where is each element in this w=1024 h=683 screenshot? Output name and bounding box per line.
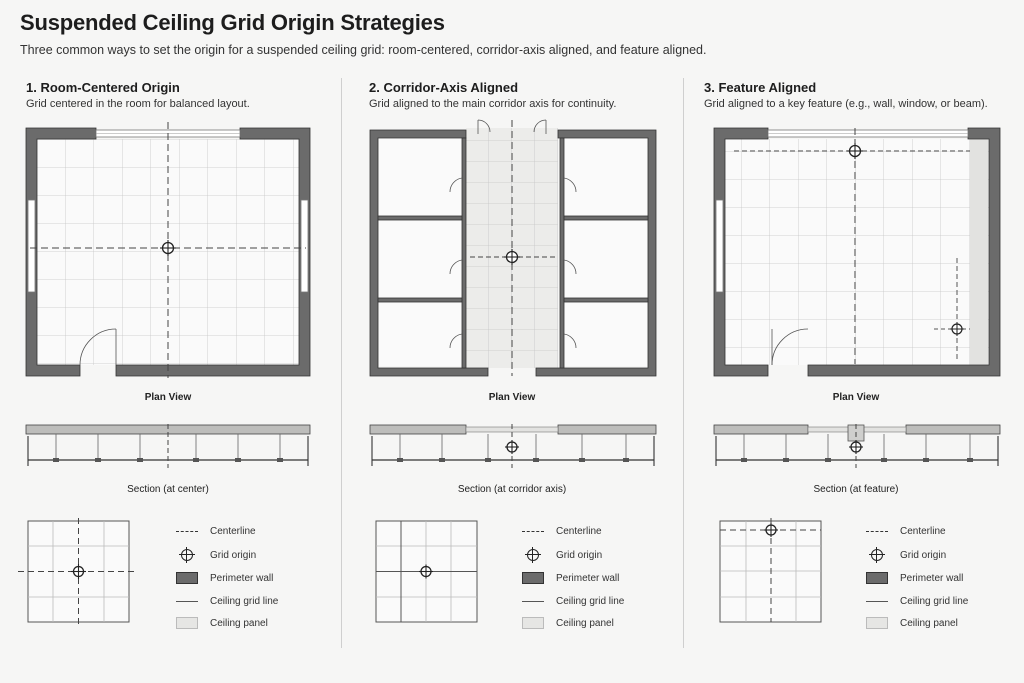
legend-item-centerline — [866, 524, 1006, 538]
legend-label: Centerline — [210, 525, 256, 537]
legend-label: Grid origin — [556, 549, 603, 561]
plan-view-caption: Plan View — [832, 392, 880, 403]
mini-grid-room-centered — [18, 518, 134, 626]
wall-swatch-icon — [522, 572, 544, 584]
column-divider — [683, 78, 684, 648]
plan-view-caption: Plan View — [144, 392, 192, 403]
plan-view-caption: Plan View — [488, 392, 536, 403]
centerline-icon — [866, 531, 888, 532]
section-caption: Section (at center) — [127, 484, 209, 495]
centerline-icon — [522, 531, 544, 532]
section-caption: Section (at feature) — [813, 484, 899, 495]
plan-view-feature-aligned — [714, 128, 1000, 376]
legend-label: Perimeter wall — [556, 572, 620, 584]
legend-item-perimeter-wall — [522, 571, 662, 585]
mini-grid-corridor-aligned — [370, 518, 486, 626]
panel-swatch-icon — [176, 617, 198, 629]
column-title: 2. Corridor-Axis Aligned — [369, 80, 519, 95]
legend-label: Perimeter wall — [210, 572, 274, 584]
column-divider — [341, 78, 342, 648]
column-description: Grid aligned to the main corridor axis for continuity. — [369, 98, 617, 110]
legend-item-grid-line — [176, 594, 316, 608]
legend-label: Perimeter wall — [900, 572, 964, 584]
legend-label: Ceiling panel — [556, 617, 614, 629]
legend-item-centerline — [176, 524, 316, 538]
mini-grid-feature-aligned — [714, 518, 830, 626]
legend-label: Ceiling grid line — [210, 595, 279, 607]
section-corridor-aligned — [370, 424, 656, 468]
grid-origin-icon — [871, 549, 883, 561]
page-title: Suspended Ceiling Grid Origin Strategies — [20, 10, 445, 35]
section-room-centered — [26, 424, 310, 468]
grid-line-icon — [866, 601, 888, 602]
legend-label: Centerline — [556, 525, 602, 537]
grid-line-icon — [522, 601, 544, 602]
legend-label: Ceiling grid line — [900, 595, 969, 607]
legend-item-ceiling-panel — [176, 616, 316, 630]
panel-swatch-icon — [866, 617, 888, 629]
legend-item-grid-origin — [176, 548, 316, 562]
legend-label: Ceiling panel — [900, 617, 958, 629]
wall-swatch-icon — [866, 572, 888, 584]
wall-swatch-icon — [176, 572, 198, 584]
legend-item-grid-origin — [522, 548, 662, 562]
legend-label: Ceiling grid line — [556, 595, 625, 607]
legend-item-grid-origin — [866, 548, 1006, 562]
section-caption: Section (at corridor axis) — [457, 484, 567, 495]
column-title: 1. Room-Centered Origin — [26, 80, 180, 95]
grid-origin-icon — [181, 549, 193, 561]
legend-item-perimeter-wall — [176, 571, 316, 585]
column-description: Grid aligned to a key feature (e.g., wall, window, or beam). — [704, 98, 988, 110]
page-subtitle: Three common ways to set the origin for a suspended ceiling grid: room-centered, corridor-axis aligned, and feature aligned. — [20, 43, 707, 57]
centerline-icon — [176, 531, 198, 532]
legend-item-ceiling-panel — [866, 616, 1006, 630]
column-description: Grid centered in the room for balanced layout. — [26, 98, 250, 110]
legend-label: Grid origin — [900, 549, 947, 561]
plan-view-corridor-aligned — [370, 120, 656, 376]
section-feature-aligned — [714, 424, 1000, 468]
legend-label: Centerline — [900, 525, 946, 537]
grid-origin-icon — [527, 549, 539, 561]
panel-swatch-icon — [522, 617, 544, 629]
column-title: 3. Feature Aligned — [704, 80, 817, 95]
grid-line-icon — [176, 601, 198, 602]
legend-item-grid-line — [522, 594, 662, 608]
legend-label: Ceiling panel — [210, 617, 268, 629]
legend-label: Grid origin — [210, 549, 257, 561]
legend-item-grid-line — [866, 594, 1006, 608]
legend-item-centerline — [522, 524, 662, 538]
legend-item-ceiling-panel — [522, 616, 662, 630]
legend-item-perimeter-wall — [866, 571, 1006, 585]
plan-view-room-centered — [26, 128, 310, 376]
